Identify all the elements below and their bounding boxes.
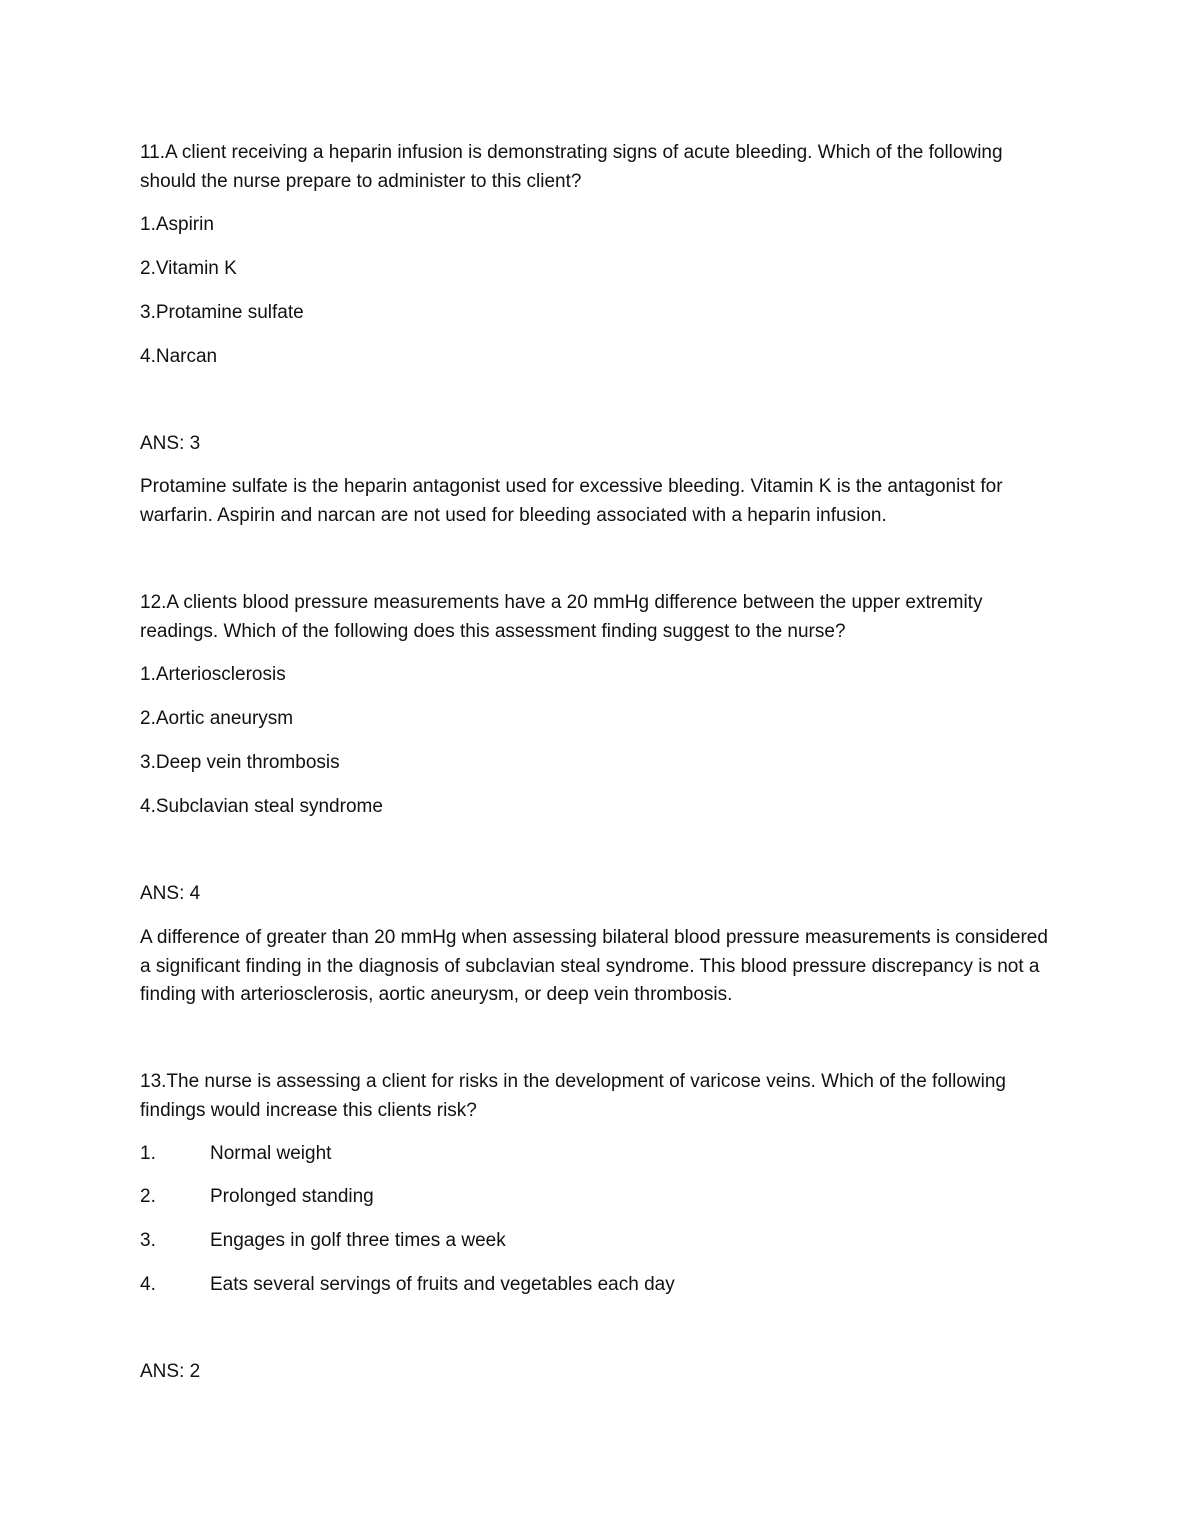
option-number: 3. [140,1230,156,1251]
question-13-stem: 13.The nurse is assessing a client for risks in the development of varicose veins. Which of the following findings would increase this clients risk? [140,1071,1006,1121]
question-13-option-1 [140,1140,331,1168]
option-text: Eats several servings of fruits and vegetables each day [210,1274,675,1295]
question-12-option-4: 4.Subclavian steal syndrome [140,796,383,817]
option-text: Prolonged standing [210,1186,374,1207]
question-12-answer: ANS: 4 [140,883,201,904]
question-13-option-2 [140,1183,374,1211]
option-number: 2. [140,1186,156,1207]
option-text: Engages in golf three times a week [210,1230,506,1251]
question-12-option-2: 2.Aortic aneurysm [140,708,294,729]
question-11-option-4: 4.Narcan [140,346,218,367]
question-12-rationale: A difference of greater than 20 mmHg when assessing bilateral blood pressure measurements is considered a significant finding in the diagnosis of subclavian steal syndrome. This blood pressure discrepancy is not a finding with arteriosclerosis, aortic aneurysm, or deep vein thrombosis. [140,927,1048,1005]
question-13-option-3 [140,1227,506,1255]
question-11-answer: ANS: 3 [140,433,201,454]
question-11-option-2: 2.Vitamin K [140,258,237,279]
question-13-answer: ANS: 2 [140,1361,201,1382]
option-text: Normal weight [210,1143,332,1164]
option-number: 1. [140,1143,156,1164]
question-11-rationale: Protamine sulfate is the heparin antagonist used for excessive bleeding. Vitamin K is the antagonist for warfarin. Aspirin and narcan are not used for bleeding associated with a heparin infusion. [140,476,1003,526]
question-12-option-1: 1.Arteriosclerosis [140,664,286,685]
question-12-stem: 12.A clients blood pressure measurements have a 20 mmHg difference between the upper extremity readings. Which of the following does this assessment finding suggest to the nurse? [140,592,983,642]
question-13-option-4 [140,1271,675,1299]
question-12-option-3: 3.Deep vein thrombosis [140,752,340,773]
question-11-option-3: 3.Protamine sulfate [140,302,304,323]
question-11-option-1: 1.Aspirin [140,214,214,235]
option-number: 4. [140,1274,156,1295]
question-11-stem: 11.A client receiving a heparin infusion is demonstrating signs of acute bleeding. Which of the following should the nurse prepare to administer to this client? [140,142,1003,192]
